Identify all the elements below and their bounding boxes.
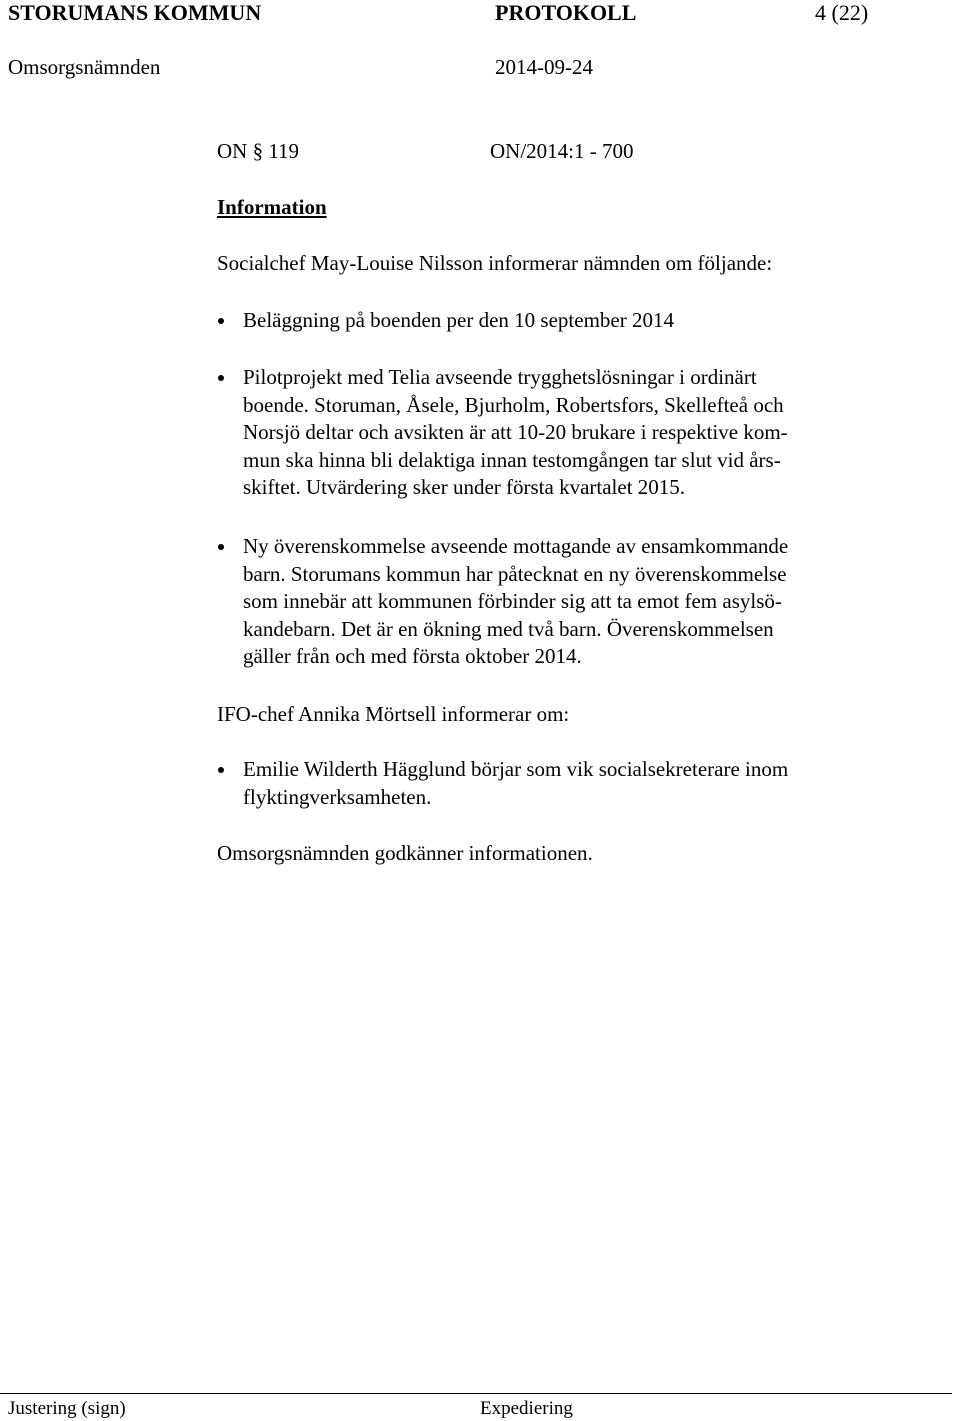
bullet-icon [218, 318, 224, 324]
committee-name: Omsorgsnämnden [8, 55, 161, 79]
meeting-date: 2014-09-24 [495, 55, 593, 79]
list-item: Ny överenskommelse avseende mottagande av ensamkommande barn. Storumans kommun har påtecknat en ny överenskommelse som innebär att kommunen förbinder sig att ta emot fem asylsö- kandebarn. Det är en ökning med två barn. Överenskommelsen gäller från och med första oktober 2014. [243, 534, 789, 668]
paragraph-number: ON § 119 [217, 139, 300, 163]
list-item: Beläggning på boenden per den 10 september 2014 [243, 308, 674, 332]
dispatch-label: Expediering [480, 1398, 573, 1419]
page-number: 4 (22) [815, 0, 869, 25]
intro-social-chief: Socialchef May-Louise Nilsson informerar nämnden om följande: [217, 251, 773, 275]
bullet-icon [218, 375, 224, 381]
decision-text: Omsorgsnämnden godkänner informationen. [217, 841, 593, 865]
list-item: Pilotprojekt med Telia avseende trygghetslösningar i ordinärt boende. Storuman, Åsele, Bjurholm, Robertsfors, Skellefteå och Norsjö deltar och avsikten är att 10-20 brukare i respektive kom- mun ska hinna bli delaktiga innan testomgången tar slut vid års- skiftet. Utvärdering sker under första kvartalet 2015. [243, 365, 788, 499]
intro-ifo-chief: IFO-chef Annika Mörtsell informerar om: [217, 702, 570, 726]
footer-divider [0, 1393, 952, 1394]
document-type: PROTOKOLL [495, 0, 637, 25]
bullet-icon [218, 544, 224, 550]
bullet-icon [218, 767, 224, 773]
municipality-name: STORUMANS KOMMUN [8, 0, 262, 25]
section-heading: Information [217, 195, 327, 219]
case-reference: ON/2014:1 - 700 [490, 139, 634, 163]
signature-label: Justering (sign) [8, 1398, 126, 1419]
list-item: Emilie Wilderth Hägglund börjar som vik socialsekreterare inom flyktingverksamheten. [243, 757, 789, 809]
